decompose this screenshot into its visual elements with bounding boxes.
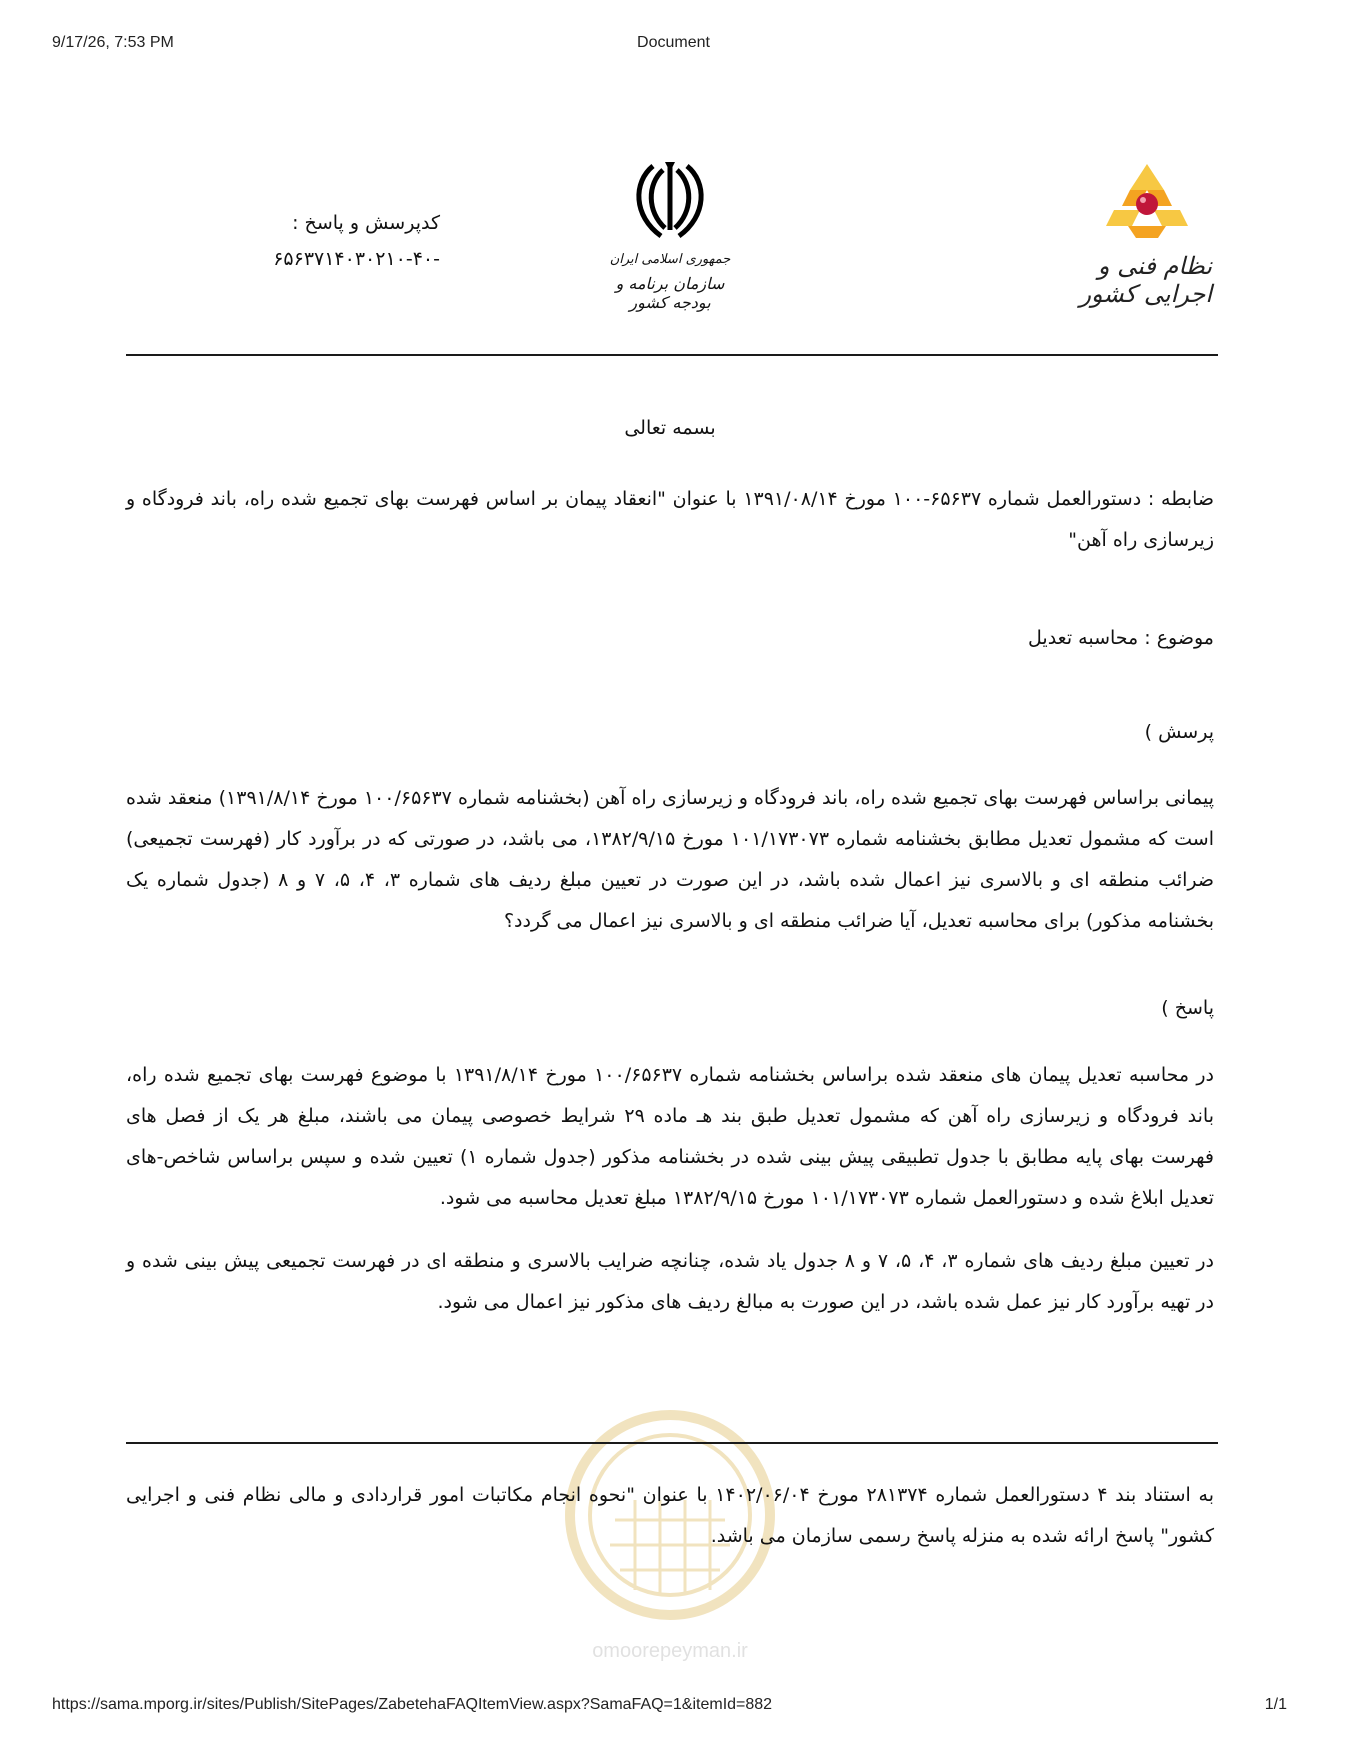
header-divider — [126, 354, 1218, 356]
print-url: https://sama.mporg.ir/sites/Publish/SitePages/ZabetehaFAQItemView.aspx?SamaFAQ=1&itemId=882 — [52, 1696, 773, 1713]
salutation: بسمه تعالی — [624, 417, 716, 439]
print-footer — [0, 1696, 1347, 1718]
subject: موضوع : محاسبه تعدیل — [1028, 627, 1214, 649]
faq-code-value: -۶۵۶۳۷۱۴۰۳۰۲۱۰-۴۰ — [273, 248, 440, 270]
faq-code — [220, 205, 440, 277]
print-title: Document — [637, 34, 710, 51]
answer-paragraph-2: در تعیین مبلغ ردیف های شماره ۳، ۴، ۵، ۷ و ۸ جدول یاد شده، چنانچه ضرایب بالاسری و منطقه ای در فهرست تجمیعی پیش بینی شده و در تهیه برآورد کار نیز عمل شده باشد، در این صورت به مبالغ ردیف های مذکور نیز اعمال می شود. — [126, 1250, 1215, 1313]
national-emblem — [605, 160, 735, 310]
print-header — [0, 34, 1347, 56]
org-logo — [1062, 160, 1212, 308]
footnote: به استناد بند ۴ دستورالعمل شماره ۲۸۱۳۷۴ مورخ ۱۴۰۲/۰۶/۰۴ با عنوان "نحوه انجام مکاتبات امور قراردادی و مالی نظام فنی و اجرایی کشور" پاسخ ارائه شده به منزله پاسخ رسمی سازمان می باشد. — [126, 1484, 1214, 1547]
org-logo-text: نظام فنی و اجرایی کشور — [1079, 252, 1212, 308]
faq-code-label: کدپرسش و پاسخ : — [292, 212, 440, 234]
regulation-reference: ضابطه : دستورالعمل شماره ۶۵۶۳۷-۱۰۰ مورخ ۱۳۹۱/۰۸/۱۴ با عنوان "انعقاد پیمان بر اساس فهرست بهای تجمیع شده راه، باند فرودگاه و زیرسازی راه آهن" — [126, 488, 1215, 551]
emblem-caption-2: سازمان برنامه و بودجه کشور — [615, 274, 725, 312]
answer-heading: پاسخ ) — [1161, 997, 1214, 1019]
watermark-text: omoorepeyman.ir — [592, 1640, 748, 1662]
question-text: پیمانی براساس فهرست بهای تجمیع شده راه، باند فرودگاه و زیرسازی راه آهن (بخشنامه شماره ۱۰۰/۶۵۶۳۷ مورخ ۱۳۹۱/۸/۱۴) منعقد شده است که مشمول تعدیل مطابق بخشنامه شماره ۱۰۱/۱۷۳۰۷۳ مورخ ۱۳۸۲/۹/۱۵، می باشد، در صورتی که در برآورد کار (فهرست تجمیعی) ضرائب منطقه ای و بالاسری نیز اعمال شده باشد، در این صورت در تعیین مبلغ ردیف های شماره ۳، ۴، ۵، ۷ و ۸ (جدول شماره یک بخشنامه مذکور) برای محاسبه تعدیل، آیا ضرائب منطقه ای و بالاسری نیز اعمال می گردد؟ — [126, 787, 1215, 932]
org-logo-icon — [1102, 160, 1192, 240]
emblem-caption-1: جمهوری اسلامی ایران — [609, 252, 731, 267]
answer-paragraph-1: در محاسبه تعدیل پیمان های منعقد شده براساس بخشنامه شماره ۱۰۰/۶۵۶۳۷ مورخ ۱۳۹۱/۸/۱۴ با موضوع فهرست بهای تجمیع شده راه، باند فرودگاه و زیرسازی راه آهن که مشمول تعدیل طبق بند هـ ماده ۲۹ شرایط خصوصی پیمان می باشند، مبلغ هر یک از فصل های فهرست بهای پایه مطابق با جدول تطبیقی پیش بینی شده در بخشنامه مذکور (جدول شماره ۱) تعیین شده و سپس براساس شاخص-های تعدیل ابلاغ شده و دستورالعمل شماره ۱۰۱/۱۷۳۰۷۳ مورخ ۱۳۸۲/۹/۱۵ مبلغ تعدیل محاسبه می شود. — [126, 1064, 1215, 1209]
page-number: 1/1 — [1264, 1696, 1287, 1713]
iran-emblem-icon — [625, 160, 715, 246]
print-datetime: 9/17/26, 7:53 PM — [52, 34, 174, 51]
question-heading: پرسش ) — [1144, 721, 1214, 743]
footnote-divider — [126, 1442, 1218, 1444]
